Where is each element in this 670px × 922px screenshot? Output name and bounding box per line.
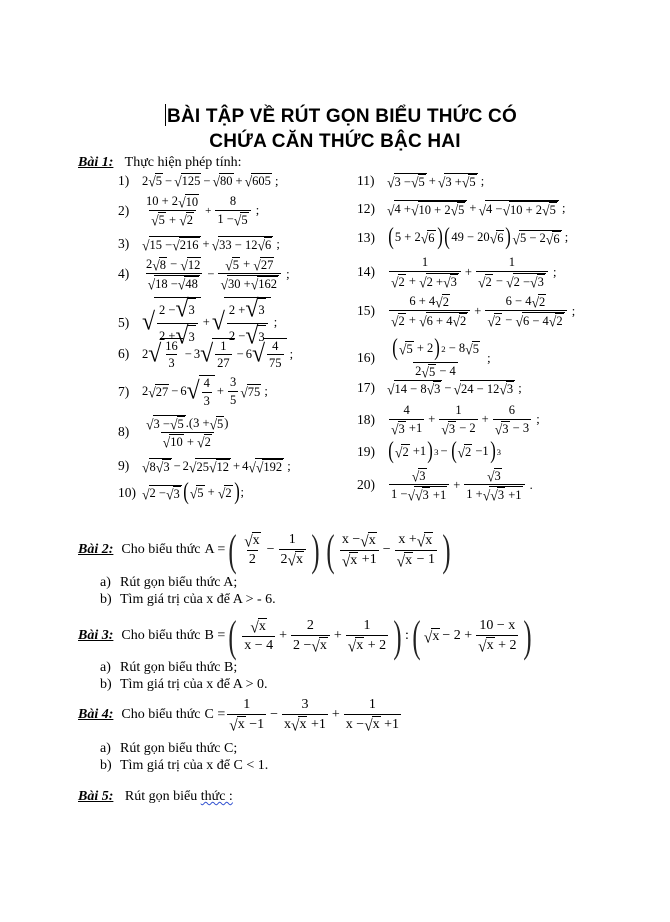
bai5-heading <box>78 789 233 805</box>
bai2-label: Bài 2: <box>78 542 114 558</box>
formula: ( 5 + 2 √ 6 ) ( 49 − 20 √ 6 ) √ 5 − 2 √ 6 ; <box>388 224 569 250</box>
bai2-intro: Cho biểu thức <box>121 542 201 558</box>
formula: √ 15 − √ 216 + √ 33 − 12 √ 6 ; <box>142 236 280 254</box>
text-cursor <box>165 104 166 126</box>
item-number: 6) <box>118 346 130 362</box>
bai1-heading <box>78 155 241 171</box>
formula: 2 √ $\frac{16}{3}$ − 3 √ $\frac{1}{27}$ − 6 √ $\frac{4}{75}$ ; <box>142 339 294 371</box>
formula: 1 √ 2 + √ 2 + √ 3 + 1 √ 2 − √ 2 − √ 3 ; <box>391 255 557 291</box>
part-text: Tìm giá trị của x để C < 1. <box>120 758 269 773</box>
part-text: Rút gọn biểu thức C; <box>120 741 238 756</box>
exercise-16 <box>357 337 491 379</box>
item-number: 19) <box>357 443 375 459</box>
bai3-part-a <box>100 660 237 676</box>
formula: √ 8 √ 3 − 2 √ 25 √ 12 + 4 √ √ 192 ; <box>142 458 291 476</box>
item-number: 10) <box>118 484 136 500</box>
exercise-10 <box>118 481 244 505</box>
formula: 10 + 2 √ 10 √ 5 + √ 2 + 8 1 − √ 5 ; <box>146 194 260 229</box>
item-number: 17) <box>357 380 375 396</box>
formula: ( √ 5 + 2 ) 2 − 8 √ 5 2 √ 5 − 4 ; <box>392 335 491 380</box>
exercise-11 <box>357 173 484 189</box>
item-number: 13) <box>357 229 375 245</box>
formula: √ 4 + √ 10 + 2 √ 5 + √ 4 − √ 10 + 2 √ 5 ; <box>387 201 566 219</box>
bai3-heading <box>78 611 535 661</box>
bai4-label: Bài 4: <box>78 707 114 723</box>
item-number: 5) <box>118 314 130 330</box>
item-number: 18) <box>357 411 375 427</box>
item-number: 11) <box>357 173 375 189</box>
exercise-15 <box>357 294 575 329</box>
bai4-intro: Cho biểu thức <box>121 707 201 723</box>
item-number: 1) <box>118 173 130 188</box>
exercise-4 <box>118 257 290 292</box>
exercise-6 <box>118 338 293 371</box>
part-letter: b) <box>100 758 112 773</box>
exercise-13 <box>357 226 568 250</box>
bai2-heading <box>78 525 454 575</box>
bai3-intro: Cho biểu thức <box>121 628 201 644</box>
part-letter: a) <box>100 741 111 756</box>
item-number: 7) <box>118 383 130 399</box>
formula: √ 2 − √ 3 ( √ 5 + √ 2 ) ; <box>142 479 245 505</box>
exercise-1 <box>118 173 278 189</box>
item-number: 9) <box>118 458 130 474</box>
exercise-8 <box>118 415 232 450</box>
exercise-19 <box>357 440 501 464</box>
bai1-instruction: Thực hiện phép tính: <box>124 155 242 170</box>
exercise-7 <box>118 375 268 408</box>
bai2-part-b <box>100 592 276 608</box>
item-number: 12) <box>357 200 375 216</box>
part-text: Tìm giá trị của x để A > 0. <box>120 677 268 692</box>
part-letter: b) <box>100 592 112 607</box>
document-title-line2: CHỨA CĂN THỨC BẬC HAI <box>209 131 461 152</box>
bai2-part-a <box>100 575 237 591</box>
formula: √ 3 − √ 5 + √ 3 + √ 5 ; <box>387 173 485 191</box>
part-text: Rút gọn biểu thức B; <box>120 660 238 675</box>
formula: 6 + 4 √ 2 √ 2 + √ 6 + 4 √ 2 + 6 − 4 √ 2 √ 2 − √ 6 − 4 √ 2 ; <box>391 294 576 330</box>
item-number: 15) <box>357 303 375 319</box>
formula: √ 3 − √ 5 .(3 + √ 5 ) √ 10 + √ 2 <box>146 415 229 451</box>
bai3-part-b <box>100 677 267 693</box>
formula: 2 √ 5 − √ 125 − √ 80 + √ 605 ; <box>142 173 279 190</box>
part-letter: a) <box>100 575 111 590</box>
item-number: 14) <box>357 264 375 280</box>
bai4-part-a <box>100 741 237 757</box>
exercise-18 <box>357 403 540 436</box>
bai4-part-b <box>100 758 268 774</box>
formula: ( √ 2 +1 ) 3 − ( √ 2 −1 ) 3 <box>388 438 501 464</box>
exercise-12 <box>357 200 565 217</box>
formula: 2 √ 8 − √ 12 √ 18 − √ 48 − √ 5 + √ 27 √ 30 + √ 162 ; <box>146 257 290 293</box>
formula: √ 3 1 − √ √ 3 +1 + √ 3 1 + √ √ 3 +1 . <box>391 468 533 504</box>
bai3-label: Bài 3: <box>78 628 114 644</box>
bai5-intro: Rút gọn biểu <box>124 789 198 804</box>
formula-C: C = 1 √ x −1 − 3 x √ x +1 + 1 x − √ x +1 <box>204 697 400 735</box>
formula: 4 √ 3 +1 + 1 √ 3 − 2 + 6 √ 3 − 3 ; <box>391 403 540 438</box>
bai4-heading <box>78 697 403 733</box>
spellcheck-underlined-word: thức : <box>200 789 233 804</box>
exercise-14 <box>357 255 556 289</box>
formula: 2 √ 27 − 6 √ $\frac{4}{3}$ + $\frac{3}{5}$ √ 75 ; <box>142 375 268 408</box>
bai5-label: Bài 5: <box>78 789 114 804</box>
item-number: 3) <box>118 236 130 252</box>
part-letter: b) <box>100 677 112 692</box>
exercise-17 <box>357 380 522 396</box>
document-title-line1 <box>0 104 670 128</box>
formula-B: B = ( √ x x − 4 + 2 2 − √ x + 1 √ x + 2 ) : ( √ x − 2 + 10 − x √ x + 2 ) <box>204 611 533 661</box>
exercise-9 <box>118 458 291 474</box>
formula-A: A = ( √ x 2 − 1 2 √ x ) ( x − √ x √ x +1 − x + √ x √ x − 1 ) <box>204 525 451 575</box>
formula: √ 14 − 8 √ 3 − √ 24 − 12 √ 3 ; <box>387 380 522 398</box>
item-number: 4) <box>118 266 130 282</box>
part-text: Tìm giá trị của x để A > - 6. <box>120 592 276 607</box>
bai1-label: Bài 1: <box>78 155 114 170</box>
exercise-2 <box>118 194 259 228</box>
part-text: Rút gọn biểu thức A; <box>120 575 238 590</box>
part-letter: a) <box>100 660 111 675</box>
item-number: 20) <box>357 477 375 493</box>
formula: √ 2 − √ 3 2 + √ 3 + √ 2 + √ 3 2 − √ 3 ; <box>142 295 278 350</box>
exercise-20 <box>357 468 533 503</box>
title-text-1: BÀI TẬP VỀ RÚT GỌN BIỂU THỨC CÓ <box>167 106 517 127</box>
item-number: 16) <box>357 350 375 366</box>
exercise-3 <box>118 236 280 252</box>
item-number: 8) <box>118 424 130 440</box>
item-number: 2) <box>118 202 130 218</box>
